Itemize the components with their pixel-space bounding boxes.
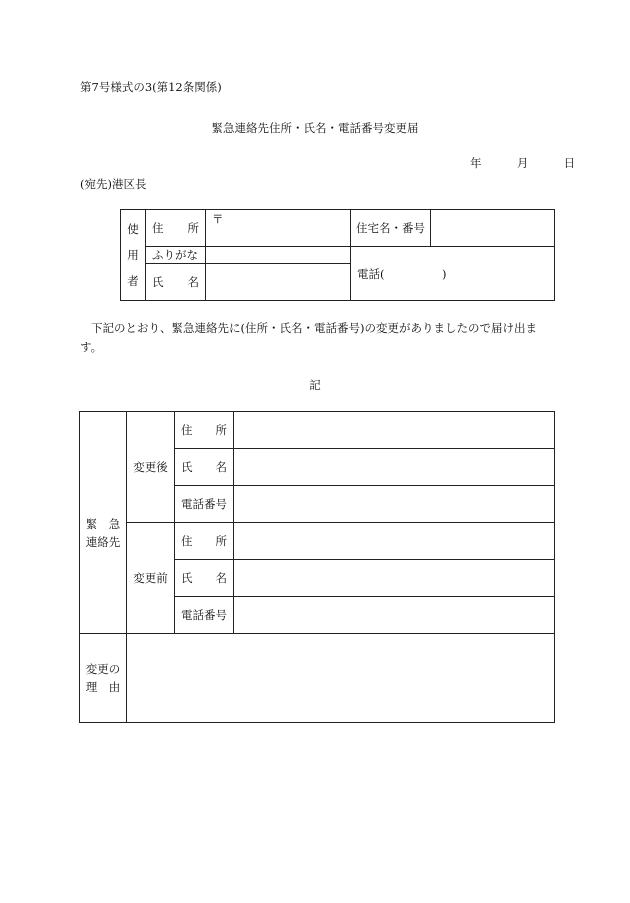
- reason-label-line: 理 由: [85, 680, 121, 694]
- contact-change-table: [79, 411, 555, 723]
- date-line: [470, 155, 575, 171]
- body-text: 下記のとおり、緊急連絡先に(住所・氏名・電話番号)の変更がありましたので届け出ます。: [80, 321, 537, 354]
- after-name-label: [175, 449, 234, 486]
- reason-label-line: 変更の: [85, 662, 121, 676]
- address-label-char: 所: [215, 534, 227, 548]
- address-field[interactable]: [206, 210, 351, 247]
- user-label: [121, 210, 146, 301]
- user-label-char: 使: [127, 222, 139, 236]
- furigana-field[interactable]: [206, 247, 351, 264]
- after-phone-field[interactable]: [234, 486, 555, 523]
- user-info-table: [120, 209, 555, 301]
- before-change-label: 変更前: [127, 523, 175, 634]
- name-label-char: 名: [187, 275, 199, 289]
- user-label-char: 用: [127, 248, 139, 262]
- reason-label: [80, 634, 127, 723]
- address-label-char: 住: [181, 534, 193, 548]
- postal-mark: 〒: [212, 212, 224, 226]
- after-address-label: [175, 412, 234, 449]
- residence-field[interactable]: [431, 210, 555, 247]
- before-name-field[interactable]: [234, 560, 555, 597]
- phone-label: 電話( ): [357, 266, 447, 281]
- furigana-label: ふりがな: [146, 247, 206, 264]
- name-label-char: 氏: [152, 275, 164, 289]
- address-label-char: 住: [152, 221, 164, 235]
- emergency-contact-label: [80, 412, 127, 634]
- emergency-label-line: 連絡先: [85, 534, 121, 549]
- name-field[interactable]: [206, 264, 351, 301]
- after-name-field[interactable]: [234, 449, 555, 486]
- residence-label: 住宅名・番号: [351, 210, 431, 247]
- user-label-char: 者: [127, 274, 139, 288]
- emergency-label-line: 緊 急: [85, 516, 121, 531]
- name-label-char: 名: [215, 460, 227, 474]
- address-label-char: 所: [215, 423, 227, 437]
- form-number: 第7号様式の3(第12条関係): [80, 80, 222, 94]
- address-label-char: 所: [187, 221, 199, 235]
- ki-heading: 記: [309, 378, 321, 392]
- before-address-label: [175, 523, 234, 560]
- date-day: 日: [563, 156, 576, 170]
- before-phone-field[interactable]: [234, 597, 555, 634]
- name-label-char: 名: [215, 571, 227, 585]
- before-address-field[interactable]: [234, 523, 555, 560]
- after-phone-label: 電話番号: [175, 486, 234, 523]
- name-label-cell: [146, 264, 206, 301]
- name-label-char: 氏: [181, 460, 193, 474]
- addressee: (宛先)港区長: [80, 177, 147, 191]
- date-year: 年: [470, 156, 482, 170]
- before-phone-label: 電話番号: [175, 597, 234, 634]
- page-title: 緊急連絡先住所・氏名・電話番号変更届: [211, 121, 419, 135]
- name-label-char: 氏: [181, 571, 193, 585]
- address-label-char: 住: [181, 423, 193, 437]
- after-change-label: 変更後: [127, 412, 175, 523]
- before-name-label: [175, 560, 234, 597]
- phone-cell[interactable]: [351, 247, 555, 301]
- date-month: 月: [516, 156, 529, 170]
- after-address-field[interactable]: [234, 412, 555, 449]
- address-label-cell: [146, 210, 206, 247]
- reason-field[interactable]: [127, 634, 555, 723]
